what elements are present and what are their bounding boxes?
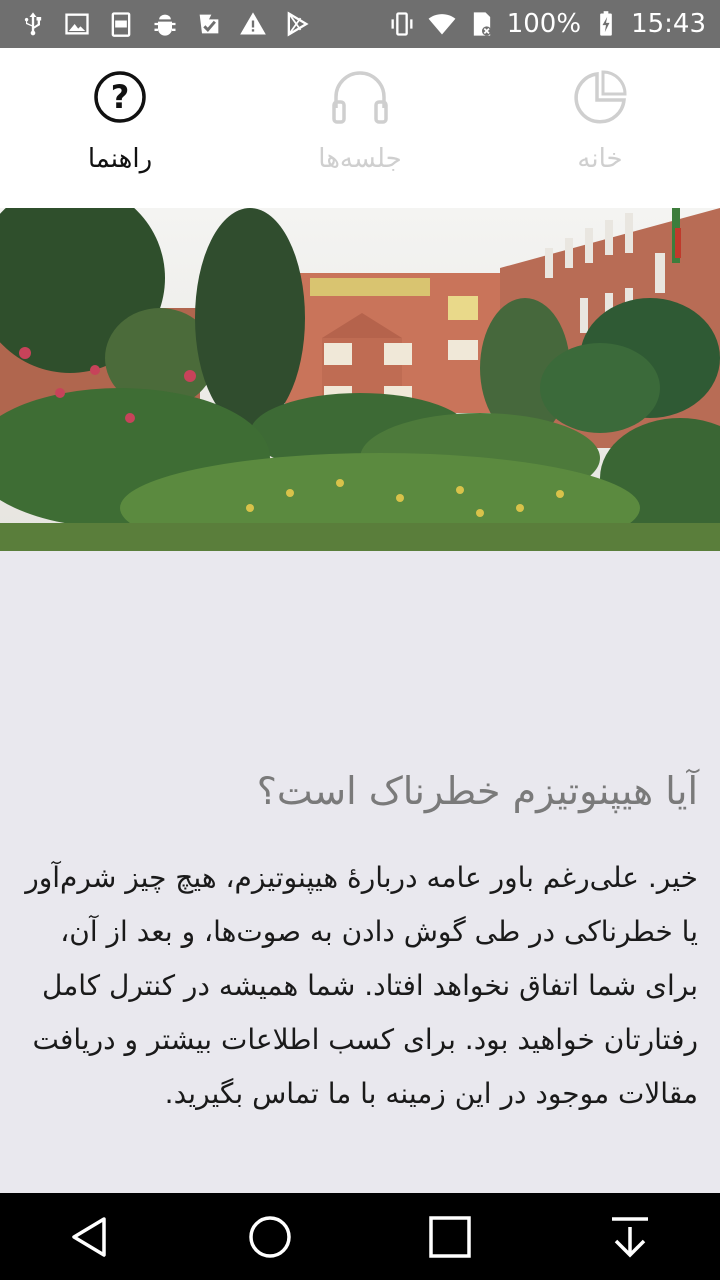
navigation-bar (0, 1193, 720, 1280)
image-icon (62, 9, 92, 39)
play-store-icon (282, 9, 312, 39)
tab-help-label: راهنما (87, 144, 153, 174)
svg-text:?: ? (110, 78, 130, 116)
warning-icon (238, 9, 268, 39)
battery-percent: 100% (506, 9, 582, 39)
tab-help[interactable] (0, 48, 240, 208)
question-title: آیا هیپنوتیزم خطرناک است؟ (256, 769, 698, 813)
tab-sessions[interactable] (240, 48, 480, 208)
no-sim-icon (467, 9, 497, 39)
clock: 15:43 (631, 9, 706, 39)
hero-image (0, 208, 720, 551)
download-icon[interactable] (606, 1213, 654, 1261)
tab-bar (0, 48, 720, 208)
notification-icons (0, 9, 312, 39)
battery-charging-icon (591, 9, 621, 39)
wifi-icon (427, 9, 457, 39)
recents-icon[interactable] (426, 1213, 474, 1261)
home-icon[interactable] (246, 1213, 294, 1261)
usb-icon (18, 9, 48, 39)
back-icon[interactable] (66, 1213, 114, 1261)
android-debug-icon (150, 9, 180, 39)
system-status (387, 9, 720, 39)
tab-home[interactable] (480, 48, 720, 208)
status-bar (0, 0, 720, 48)
content-area (0, 551, 720, 1193)
headphones-icon (327, 64, 393, 130)
check-flag-icon (194, 9, 224, 39)
help-icon (87, 64, 153, 130)
vibrate-icon (387, 9, 417, 39)
tab-home-label: خانه (577, 144, 623, 174)
answer-text: خیر. علی‌رغم باور عامه دربارهٔ هیپنوتیزم، هیچ چیز شرم‌آور یا خطرناکی در طی گوش دادن به صوت‌ها، و بعد از آن، برای شما اتفاق نخواهد افتاد. شما همیشه در کنترل کامل رفتارتان خواهید بود. برای کسب اطلاعات بیشتر و دریافت مقالات موجود در این زمینه با ما تماس بگیرید. (25, 861, 698, 1110)
pie-chart-icon (567, 64, 633, 130)
storage-100-icon (106, 9, 136, 39)
tab-sessions-label: جلسه‌ها (318, 144, 402, 174)
